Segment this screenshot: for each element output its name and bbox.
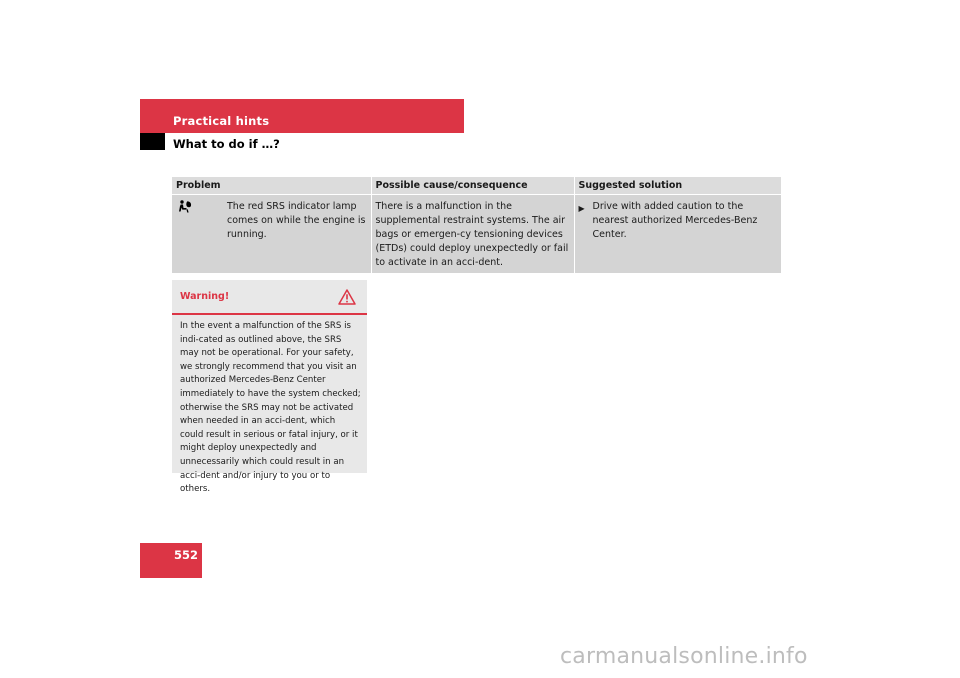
warning-box (172, 280, 367, 495)
warning-title: Warning! (180, 291, 230, 302)
warning-header (172, 280, 367, 315)
column-header-problem: Problem (172, 177, 371, 195)
header-marker (140, 133, 165, 150)
header-bar (140, 99, 464, 133)
problem-cell (172, 195, 371, 274)
page-number-box (140, 543, 202, 578)
warning-triangle-icon (338, 289, 356, 309)
section-title: Practical hints (173, 114, 270, 128)
bullet-arrow-icon: ▶ (578, 204, 585, 213)
solution-text: Drive with added caution to the nearest authorized Mercedes-Benz Center. (592, 201, 758, 240)
problem-text: The red SRS indicator lamp comes on while the engine is running. (227, 201, 366, 240)
cause-text: There is a malfunction in the supplemental restraint systems. The air bags or emergen-cy tensioning devices (ETDs) could deploy unexpectedly or fail to activate in an acci-dent. (375, 201, 569, 268)
column-header-solution: Suggested solution (574, 177, 781, 195)
page-subtitle: What to do if …? (173, 137, 280, 151)
problem-table (172, 177, 781, 273)
page-number: 552 (173, 548, 198, 562)
table-header-row (172, 177, 781, 195)
watermark: carmanualsonline.info (560, 644, 808, 669)
table-row (172, 195, 781, 274)
solution-cell (574, 195, 781, 274)
column-header-cause: Possible cause/consequence (371, 177, 574, 195)
srs-airbag-icon (176, 200, 227, 242)
cause-cell (371, 195, 574, 274)
warning-text: In the event a malfunction of the SRS is indi-cated as outlined above, the SRS may not be operational. For your safety, we strongly recommend that you visit an authorized Mercedes-Benz Center immediately to have the system checked; otherwise the SRS may not be activated when needed in an acci-dent, which could result in serious or fatal injury, or it might deploy unexpectedly and unnecessarily which could result in an acci-dent and/or injury to you or to others. (180, 321, 361, 495)
